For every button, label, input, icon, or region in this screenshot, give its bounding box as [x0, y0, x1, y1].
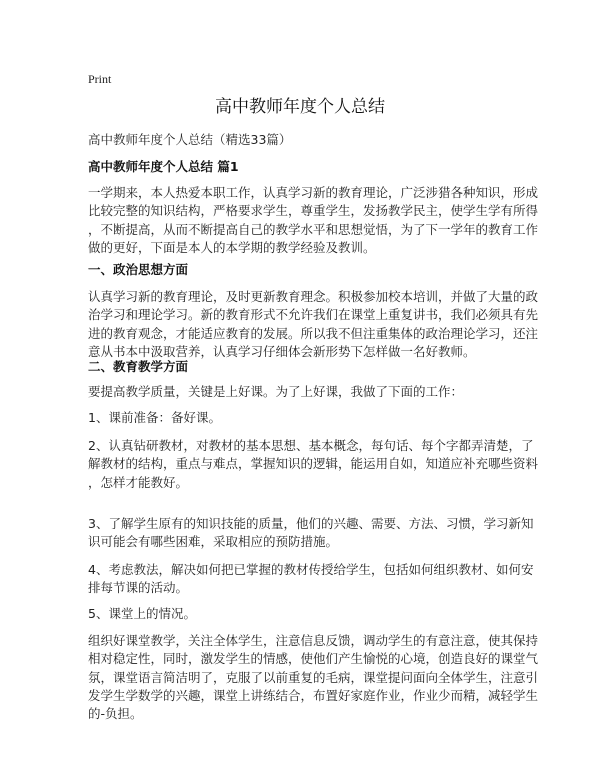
text-line: 3、了解学生原有的知识技能的质量，他们的兴趣、需要、方法、习惯，学习新知 [88, 516, 534, 531]
text-line: 相对稳定性，同时，激发学生的情感，使他们产生愉悦的心境，创造良好的课堂气 [88, 651, 539, 667]
text-line: 4、考虑教法，解决如何把已掌握的教材传授给学生，包括如何组织教材、如何安 [88, 562, 534, 577]
section1-paragraph [88, 288, 538, 361]
text-line: 氛，课堂语言简洁明了，克服了以前重复的毛病，课堂提问面向全体学生，注意引 [88, 669, 539, 685]
text-line: 的-负担。 [88, 706, 143, 722]
text-line: 做的更好，下面是本人的本学期的教学经验及教训。 [88, 239, 376, 255]
text-line: 排每节课的活动。 [88, 580, 189, 596]
list-item-3 [88, 515, 533, 552]
text-line: 意从书本中汲取营养，认真学习仔细体会新形势下怎样做一名好教师。 [88, 343, 476, 359]
text-line: 解教材的结构，重点与难点，掌握知识的逻辑，能运用自如，知道应补充哪些资料 [88, 456, 539, 472]
text-line: 2、认真钻研教材，对教材的基本思想、基本概念，每句话、每个字都弄清楚，了 [88, 438, 534, 453]
text-line: 治学习和理论学习。新的教育形式不允许我们在课堂上重复讲书，我们必须具有先 [88, 307, 539, 323]
text-line: 组织好课堂教学，关注全体学生，注意信息反馈，调动学生的有意注意，使其保持 [88, 633, 539, 648]
classroom-paragraph [88, 632, 538, 723]
section1-heading: 一、政治思想方面 [88, 262, 189, 277]
text-line: 识可能会有哪些困难，采取相应的预防措施。 [88, 534, 339, 550]
text-line: 进的教育观念，才能适应教育的发展。所以我不但注重集体的政治理论学习，还注 [88, 325, 539, 341]
text-line: ，怎样才能教好。 [88, 474, 189, 490]
page-title: 高中教师年度个人总结 [215, 97, 385, 117]
print-link[interactable]: Print [88, 72, 112, 86]
text-line: 比较完整的知识结构，严格要求学生，尊重学生，发扬教学民主，使学生学有所得 [88, 203, 539, 219]
section2-heading: 二、教育教学方面 [88, 359, 189, 374]
list-item-2 [88, 437, 538, 492]
list-item-1: 1、课前准备：备好课。 [88, 410, 221, 425]
text-line: ，不断提高，从而不断提高自己的教学水平和思想觉悟，为了下一学年的教育工作 [88, 221, 539, 237]
subtitle: 高中教师年度个人总结（精选33篇） [88, 132, 292, 147]
section2-intro: 要提高教学质量，关键是上好课。为了上好课，我做了下面的工作： [88, 384, 464, 399]
text-line: 一学期来，本人热爱本职工作，认真学习新的教育理论，广泛涉猎各种知识，形成 [88, 185, 539, 200]
list-item-4 [88, 561, 533, 598]
article-heading: 高中教师年度个人总结 篇1 [88, 159, 239, 174]
list-item-5: 5、课堂上的情况。 [88, 606, 196, 621]
intro-paragraph [88, 184, 538, 257]
text-line: 发学生学数学的兴趣，课堂上讲练结合，布置好家庭作业，作业少而精，减轻学生 [88, 687, 539, 703]
text-line: 认真学习新的教育理论，及时更新教育理念。积极参加校本培训，并做了大量的政 [88, 289, 539, 304]
